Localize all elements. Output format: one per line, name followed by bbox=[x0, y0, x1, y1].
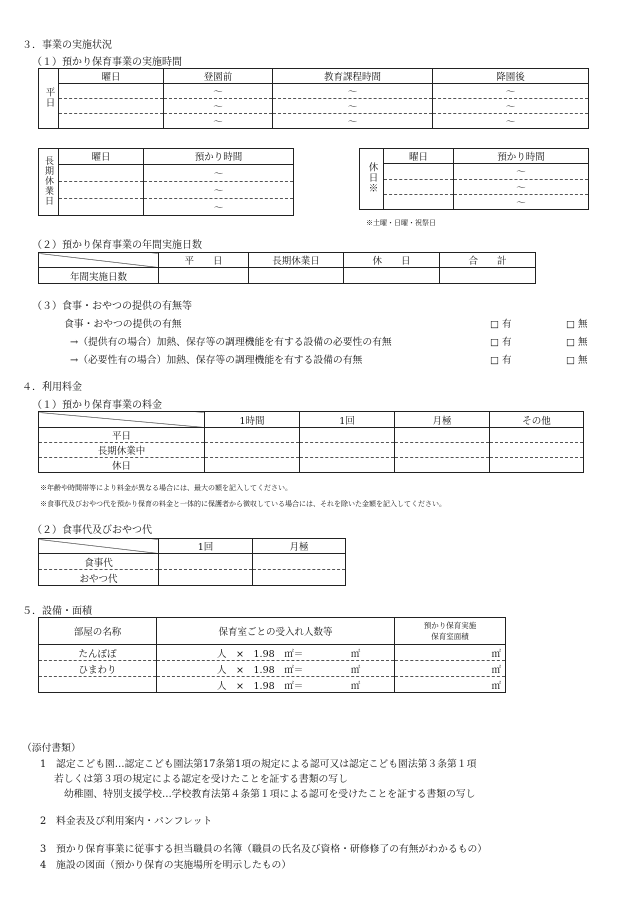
header-day: 曜日 bbox=[59, 69, 164, 84]
section-3-3-title: （３）食事・おやつの提供の有無等 bbox=[32, 301, 192, 312]
header-hour: 1時間 bbox=[205, 412, 300, 428]
fee-row-label: 平日 bbox=[39, 428, 205, 443]
fee-table bbox=[38, 411, 584, 473]
header-capacity: 保育室ごとの受入れ人数等 bbox=[157, 618, 395, 645]
header-other: その他 bbox=[490, 412, 584, 428]
section-4-2-title: （２）食事代及びおやつ代 bbox=[32, 525, 152, 536]
annual-total-cell[interactable] bbox=[440, 268, 536, 284]
attachment-1-school: 幼稚園、特別支援学校…学校教育法第４条第１項による認可を受けたことを証する書類の写し bbox=[64, 789, 476, 800]
fee-note-1: ※年齢や時間帯等により料金が異なる場合には、最大の額を記入してください。 bbox=[40, 484, 292, 492]
question-cooking-facility: →（必要性有の場合）加熱、保存等の調理機能を有する設備の有無 bbox=[70, 355, 363, 366]
weekday-hours-table: 平日 曜日 登園前 教育課程時間 降園後 ～ ～ ～ ～ ～ ～ ～ ～ ～ bbox=[38, 68, 589, 129]
header-weekday: 平 日 bbox=[159, 253, 249, 268]
diagonal-cell bbox=[39, 539, 159, 554]
holiday-label-cell: 休日※ bbox=[360, 149, 384, 210]
room-name bbox=[39, 677, 157, 693]
fee-note-2: ※食事代及びおやつ代を預かり保育の料金と一体的に保護者から徴収している場合には、それを除いた金額を記入してください。 bbox=[40, 500, 446, 508]
no-checkbox-3[interactable]: □ 無 bbox=[566, 355, 588, 366]
section-3-2-title: （２）預かり保育事業の年間実施日数 bbox=[32, 240, 202, 251]
header-monthly: 月極 bbox=[395, 412, 490, 428]
no-checkbox-2[interactable]: □ 無 bbox=[566, 337, 588, 348]
long-holiday-label-cell: 長期休業日 bbox=[39, 149, 59, 216]
attachment-1-cont: 若しくは第３項の規定による認定を受けたことを証する書類の写し bbox=[54, 774, 348, 785]
section-3-title: ３．事業の実施状況 bbox=[22, 40, 112, 51]
header-day: 曜日 bbox=[59, 149, 144, 165]
question-cooking-need: →（提供有の場合）加熱、保存等の調理機能を有する設備の必要性の有無 bbox=[70, 337, 392, 348]
snack-fee-label: おやつ代 bbox=[39, 570, 159, 586]
header-hours: 預かり時間 bbox=[454, 149, 589, 164]
facility-table bbox=[38, 617, 506, 693]
fee-row-label: 休日 bbox=[39, 458, 205, 473]
yes-checkbox-3[interactable]: □ 有 bbox=[490, 355, 512, 366]
meal-fee-table bbox=[38, 538, 346, 586]
attachment-2: 2 料金表及び利用案内・パンフレット bbox=[40, 816, 213, 827]
annual-weekday-cell[interactable] bbox=[159, 268, 249, 284]
attachments-title: （添付書類） bbox=[22, 743, 81, 754]
header-hours: 預かり時間 bbox=[144, 149, 294, 165]
yes-checkbox-2[interactable]: □ 有 bbox=[490, 337, 512, 348]
long-holiday-hours-table: 長期休業日 曜日 預かり時間 ～ ～ ～ bbox=[38, 148, 294, 216]
area-cell: ㎡ bbox=[395, 661, 506, 677]
capacity-formula: 人 × 1.98 ㎡＝ ㎡ bbox=[157, 677, 395, 693]
header-once: 1回 bbox=[159, 539, 253, 554]
area-cell: ㎡ bbox=[395, 677, 506, 693]
fee-row-label: 長期休業中 bbox=[39, 443, 205, 458]
header-total: 合 計 bbox=[440, 253, 536, 268]
header-area: 預かり保育実施 保育室面積 bbox=[395, 618, 506, 645]
room-name: ひまわり bbox=[39, 661, 157, 677]
section-4-title: ４．利用料金 bbox=[22, 382, 82, 393]
diagonal-cell bbox=[39, 412, 205, 428]
annual-holiday-cell[interactable] bbox=[344, 268, 440, 284]
room-name: たんぽぽ bbox=[39, 645, 157, 661]
capacity-formula: 人 × 1.98 ㎡＝ ㎡ bbox=[157, 645, 395, 661]
attachment-3: 3 預かり保育事業に従事する担当職員の名簿（職員の氏名及び資格・研修修了の有無がわかるもの） bbox=[40, 844, 488, 855]
capacity-formula: 人 × 1.98 ㎡＝ ㎡ bbox=[157, 661, 395, 677]
header-holiday: 休 日 bbox=[344, 253, 440, 268]
holiday-hours-table: 休日※ 曜日 預かり時間 ～ ～ ～ bbox=[359, 148, 589, 210]
holiday-note: ※土曜・日曜・祝祭日 bbox=[366, 219, 436, 227]
attachment-1: 1 認定こども園…認定こども園法第17条第1項の規定による認可又は認定こども園法第３条第１項 bbox=[40, 759, 477, 770]
header-once: 1回 bbox=[300, 412, 395, 428]
weekday-label-cell: 平日 bbox=[39, 69, 59, 129]
annual-long-holiday-cell[interactable] bbox=[249, 268, 344, 284]
section-5-title: ５．設備・面積 bbox=[22, 606, 92, 617]
annual-days-table bbox=[38, 252, 536, 284]
yes-checkbox-1[interactable]: □ 有 bbox=[490, 319, 512, 330]
meal-fee-label: 食事代 bbox=[39, 554, 159, 570]
section-3-1-title: （１）預かり保育事業の実施時間 bbox=[32, 57, 182, 68]
question-meal: 食事・おやつの提供の有無 bbox=[64, 319, 182, 330]
header-room: 部屋の名称 bbox=[39, 618, 157, 645]
header-education: 教育課程時間 bbox=[273, 69, 433, 84]
area-cell: ㎡ bbox=[395, 645, 506, 661]
header-long-holiday: 長期休業日 bbox=[249, 253, 344, 268]
diagonal-cell bbox=[39, 253, 159, 268]
section-4-1-title: （１）預かり保育事業の料金 bbox=[32, 400, 162, 411]
header-day: 曜日 bbox=[384, 149, 454, 164]
annual-days-label: 年間実施日数 bbox=[39, 268, 159, 284]
attachment-4: 4 施設の図面（預かり保育の実施場所を明示したもの） bbox=[40, 860, 292, 871]
header-after: 降園後 bbox=[433, 69, 589, 84]
header-monthly: 月極 bbox=[253, 539, 346, 554]
header-before: 登園前 bbox=[164, 69, 273, 84]
no-checkbox-1[interactable]: □ 無 bbox=[566, 319, 588, 330]
